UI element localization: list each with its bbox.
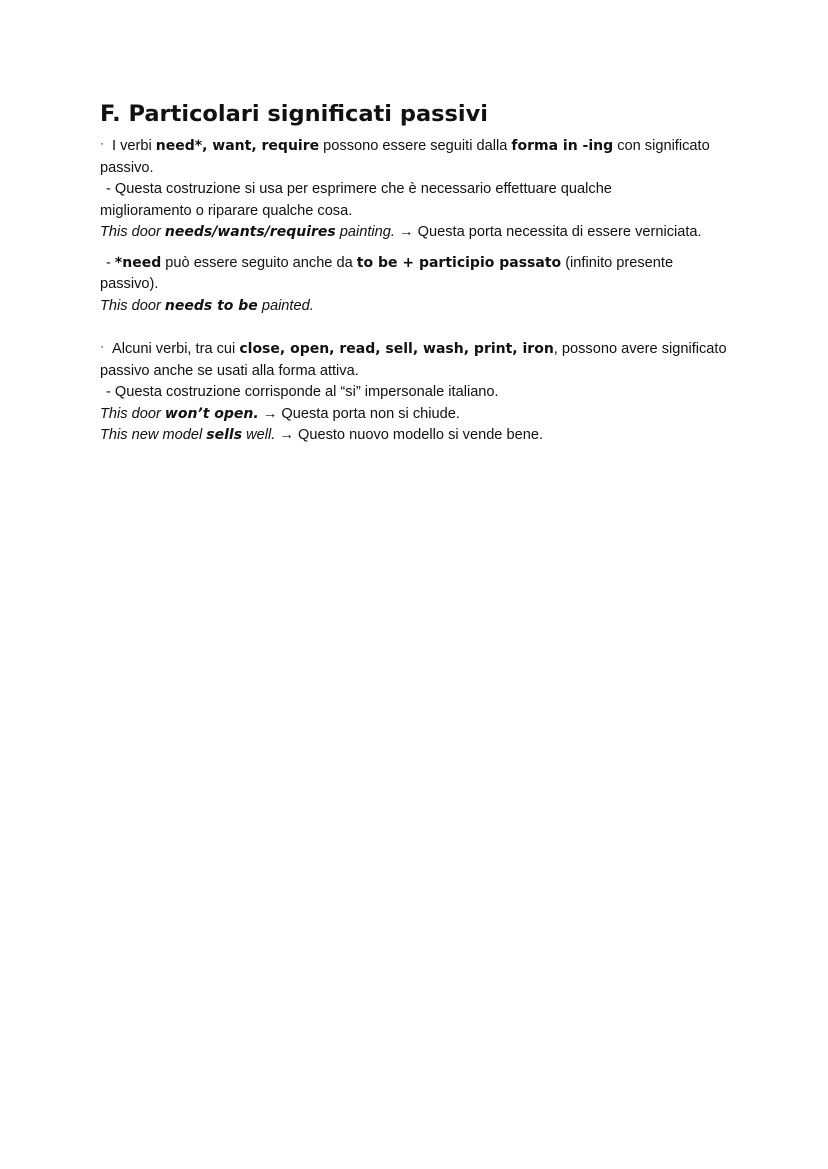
paragraph-line: - Questa costruzione corrisponde al “si” impersonale italiano.	[106, 384, 499, 400]
bullet-icon: ·	[100, 136, 104, 150]
paragraph-line: miglioramento o riparare qualche cosa.	[100, 202, 353, 219]
section-need-want-require	[100, 136, 760, 317]
section-active-form-passive	[100, 339, 760, 447]
example-line: This door won’t open. → Questa porta non si chiude.	[100, 405, 460, 422]
paragraph-line: · Alcuni verbi, tra cui close, open, read, sell, wash, print, iron, possono avere significato	[100, 339, 760, 361]
document-page	[100, 98, 760, 447]
example-line: This door needs to be painted.	[100, 297, 314, 314]
bullet-icon: ·	[100, 339, 104, 353]
bold-term: sells	[206, 427, 243, 443]
bold-term: won’t open.	[164, 405, 259, 422]
example-line: This new model sells well. → Questo nuovo modello si vende bene.	[100, 427, 543, 443]
example-line: This door needs/wants/requires painting. → Questa porta necessita di essere verniciata.	[100, 224, 702, 240]
paragraph-line: - Questa costruzione si usa per esprimere che è necessario effettuare qualche	[106, 181, 612, 197]
paragraph-line: passivo.	[100, 159, 154, 176]
bold-term: to be + participio passato	[356, 254, 562, 271]
bold-term: close, open, read, sell, wash, print, iron	[239, 341, 554, 357]
paragraph-line: passivo anche se usati alla forma attiva.	[100, 362, 359, 379]
bold-term: forma in -ing	[511, 138, 614, 154]
bold-term: *need	[114, 254, 162, 271]
bold-term: needs/wants/requires	[164, 224, 336, 240]
paragraph-line: passivo).	[100, 276, 159, 292]
bold-term: needs to be	[164, 297, 258, 314]
bold-term: need*, want, require	[155, 138, 320, 154]
section-title: F. Particolari significati passivi	[100, 101, 489, 127]
paragraph-line: - *need può essere seguito anche da to be + participio passato (infinito presente	[106, 254, 674, 271]
paragraph-line: · I verbi need*, want, require possono essere seguiti dalla forma in -ing con significato	[100, 136, 760, 158]
